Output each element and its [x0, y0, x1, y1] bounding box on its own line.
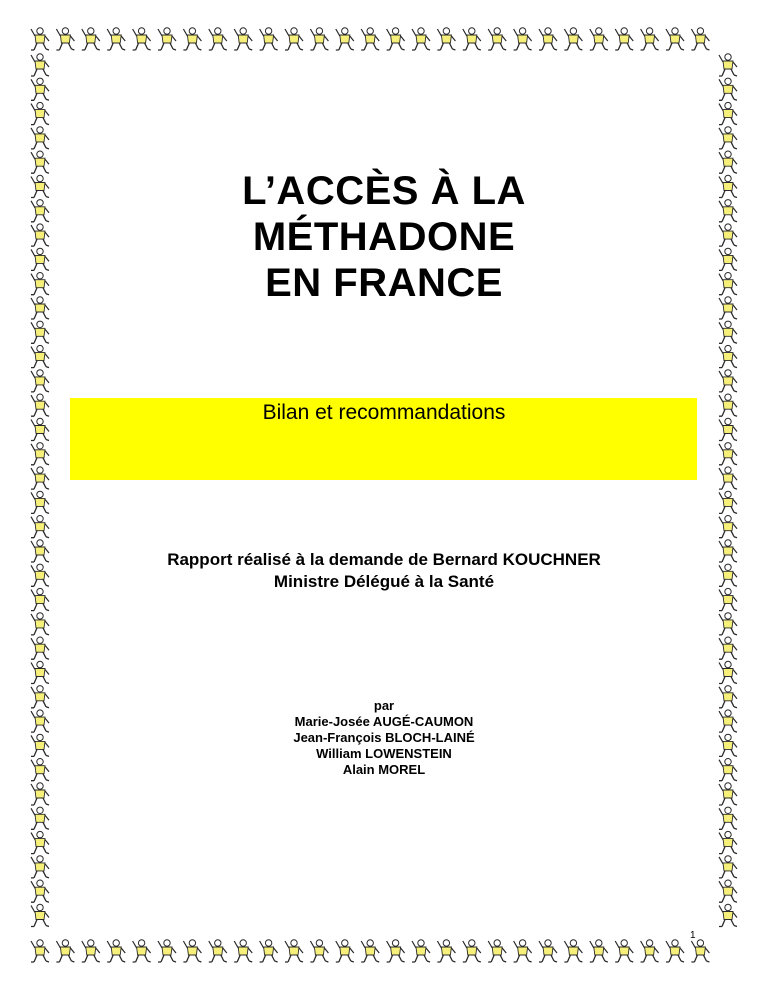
dancing-figure-icon	[82, 940, 100, 962]
dancing-figure-icon	[564, 940, 582, 962]
dancing-figure-icon	[107, 940, 125, 962]
dancing-figure-icon	[31, 491, 49, 513]
dancing-figure-icon	[719, 467, 737, 489]
page-border-right	[710, 0, 746, 994]
author-name: Marie-Josée AUGÉ-CAUMON	[294, 714, 474, 729]
author-name: William LOWENSTEIN	[316, 746, 452, 761]
dancing-figure-icon	[158, 28, 176, 50]
dancing-figure-icon	[133, 940, 151, 962]
dancing-figure-icon	[31, 370, 49, 392]
dancing-figure-icon	[514, 940, 532, 962]
dancing-figure-icon	[31, 880, 49, 902]
dancing-figure-icon	[56, 28, 74, 50]
commission-line-2: Ministre Délégué à la Santé	[273, 572, 495, 591]
dancing-figure-icon	[719, 856, 737, 878]
dancing-figure-icon	[719, 443, 737, 465]
dancing-figure-icon	[719, 102, 737, 124]
dancing-figure-icon	[234, 28, 252, 50]
dancing-figure-icon	[31, 467, 49, 489]
document-title	[0, 168, 768, 306]
dancing-figure-icon	[719, 78, 737, 100]
dancing-figure-icon	[691, 940, 709, 962]
authors-by: par	[373, 698, 395, 713]
dancing-figure-icon	[719, 491, 737, 513]
dancing-figure-icon	[719, 127, 737, 149]
dancing-figure-icon	[691, 28, 709, 50]
dancing-figure-icon	[539, 940, 557, 962]
dancing-figure-icon	[31, 807, 49, 829]
dancing-figure-icon	[719, 661, 737, 683]
dancing-figure-icon	[310, 28, 328, 50]
author-name: Alain MOREL	[342, 762, 426, 777]
dancing-figure-icon	[387, 28, 405, 50]
dancing-figure-icon	[31, 613, 49, 635]
document-subtitle: Bilan et recommandations	[262, 401, 506, 424]
dancing-figure-icon	[719, 54, 737, 76]
dancing-figure-icon	[719, 345, 737, 367]
dancing-figure-icon	[361, 940, 379, 962]
dancing-figure-icon	[31, 321, 49, 343]
title-line-1: L’ACCÈS À LA	[242, 169, 526, 213]
dancing-figure-icon	[31, 54, 49, 76]
dancing-figure-icon	[463, 28, 481, 50]
dancing-figure-icon	[82, 28, 100, 50]
author-name: Jean-François BLOCH-LAINÉ	[293, 730, 475, 745]
dancing-figure-icon	[666, 28, 684, 50]
dancing-figure-icon	[719, 370, 737, 392]
dancing-figure-icon	[107, 28, 125, 50]
dancing-figure-icon	[31, 345, 49, 367]
dancing-figure-icon	[463, 940, 481, 962]
dancing-figure-icon	[31, 661, 49, 683]
dancing-figure-icon	[719, 637, 737, 659]
dancing-figure-icon	[437, 28, 455, 50]
dancing-figure-icon	[719, 321, 737, 343]
dancing-figure-icon	[412, 28, 430, 50]
dancing-figure-icon	[31, 831, 49, 853]
page-border-bottom	[0, 934, 768, 970]
dancing-figure-icon	[719, 904, 737, 926]
dancing-figure-icon	[209, 28, 227, 50]
page-border-left	[22, 0, 58, 994]
dancing-figure-icon	[514, 28, 532, 50]
dancing-figure-icon	[234, 940, 252, 962]
dancing-figure-icon	[31, 78, 49, 100]
page-border-top	[0, 22, 768, 58]
dancing-figure-icon	[488, 940, 506, 962]
dancing-figure-icon	[56, 940, 74, 962]
dancing-figure-icon	[285, 28, 303, 50]
dancing-figure-icon	[666, 940, 684, 962]
dancing-figure-icon	[31, 856, 49, 878]
commission-line-1: Rapport réalisé à la demande de Bernard KOUCHNER	[167, 550, 601, 569]
dancing-figure-icon	[336, 28, 354, 50]
dancing-figure-icon	[719, 831, 737, 853]
dancing-figure-icon	[183, 28, 201, 50]
dancing-figure-icon	[488, 28, 506, 50]
dancing-figure-icon	[719, 807, 737, 829]
dancing-figure-icon	[31, 637, 49, 659]
dancing-figure-icon	[437, 940, 455, 962]
dancing-figure-icon	[719, 613, 737, 635]
commission-statement	[0, 549, 768, 593]
dancing-figure-icon	[31, 127, 49, 149]
dancing-figure-icon	[719, 783, 737, 805]
dancing-figure-icon	[719, 880, 737, 902]
dancing-figure-icon	[31, 443, 49, 465]
dancing-figure-icon	[615, 940, 633, 962]
dancing-figure-icon	[412, 940, 430, 962]
dancing-figure-icon	[564, 28, 582, 50]
dancing-figure-icon	[133, 28, 151, 50]
dancing-figure-icon	[260, 940, 278, 962]
dancing-figure-icon	[590, 940, 608, 962]
dancing-figure-icon	[539, 28, 557, 50]
dancing-figure-icon	[158, 940, 176, 962]
title-line-2: MÉTHADONE	[252, 215, 516, 259]
dancing-figure-icon	[183, 940, 201, 962]
dancing-figure-icon	[310, 940, 328, 962]
dancing-figure-icon	[641, 940, 659, 962]
dancing-figure-icon	[31, 102, 49, 124]
dancing-figure-icon	[641, 28, 659, 50]
dancing-figure-icon	[719, 516, 737, 538]
dancing-figure-icon	[361, 28, 379, 50]
page-number: 1	[690, 930, 696, 941]
authors-block	[0, 698, 768, 778]
dancing-figure-icon	[209, 940, 227, 962]
dancing-figure-icon	[285, 940, 303, 962]
dancing-figure-icon	[615, 28, 633, 50]
dancing-figure-icon	[260, 28, 278, 50]
dancing-figure-icon	[31, 783, 49, 805]
dancing-figure-icon	[31, 904, 49, 926]
title-line-3: EN FRANCE	[265, 261, 503, 305]
dancing-figure-icon	[336, 940, 354, 962]
dancing-figure-icon	[31, 516, 49, 538]
dancing-figure-icon	[590, 28, 608, 50]
dancing-figure-icon	[387, 940, 405, 962]
